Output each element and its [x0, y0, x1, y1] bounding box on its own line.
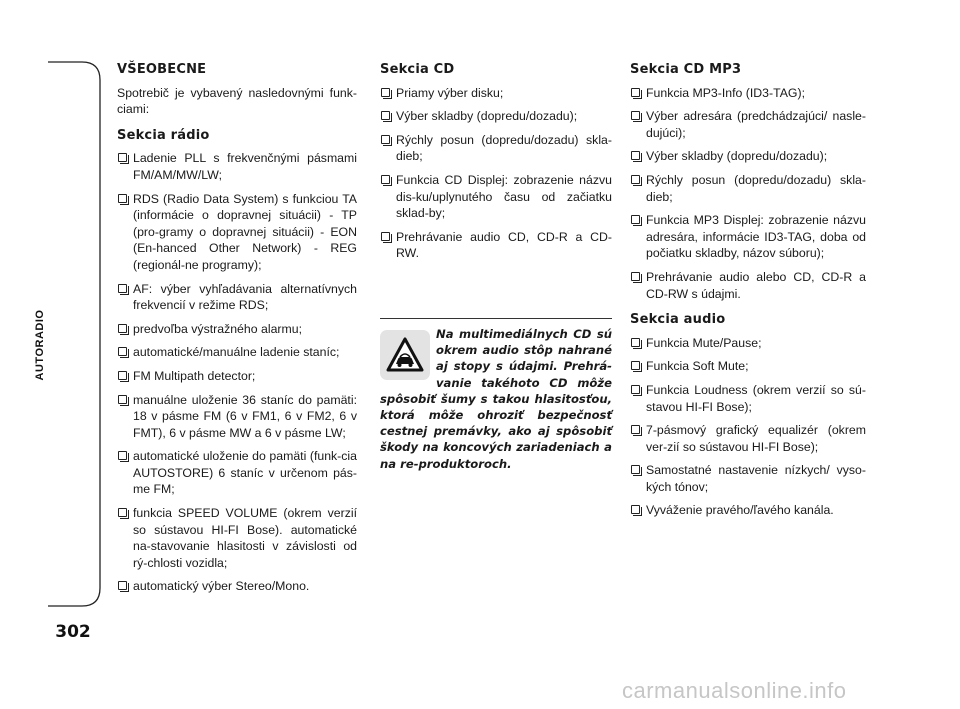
- list-item: funkcia SPEED VOLUME (okrem verzií so sústavou HI-FI Bose). automatické na-stavovanie hlasitosti v závislosti od rý-chlosti vozidla;: [117, 505, 357, 571]
- checkbox-bullet-icon: [631, 385, 640, 394]
- checkbox-bullet-icon: [118, 508, 127, 517]
- checkbox-bullet-icon: [631, 425, 640, 434]
- list-item: FM Multipath detector;: [117, 368, 357, 385]
- heading-general: VŠEOBECNE: [117, 62, 207, 77]
- list-item: Funkcia Mute/Pause;: [630, 335, 866, 352]
- list-item: Vyváženie pravého/ľavého kanála.: [630, 502, 866, 519]
- checkbox-bullet-icon: [631, 111, 640, 120]
- side-section-label: AUTORADIO: [34, 309, 46, 381]
- page-margin-line: [0, 0, 110, 709]
- cd-feature-list: [380, 85, 612, 262]
- checkbox-bullet-icon: [631, 338, 640, 347]
- checkbox-bullet-icon: [631, 215, 640, 224]
- checkbox-bullet-icon: [118, 324, 127, 333]
- audio-feature-list: [630, 335, 866, 519]
- warning-text: Na multimediálnych CD sú okrem audio stôp nahrané aj stopy s údajmi. Prehrá-vanie takéhoto CD môže spôsobiť šumy s takou hlasitosťou, ktorá môže ohroziť bezpečnosť cestnej premávky, ako aj spôsobiť škody na koncových zariadeniach a na re-produktoroch.: [380, 327, 612, 471]
- list-item: AF: výber vyhľadávania alternatívnych frekvencií v režime RDS;: [117, 281, 357, 314]
- list-item: Ladenie PLL s frekvenčnými pásmami FM/AM/MW/LW;: [117, 150, 357, 183]
- list-item: Funkcia Loudness (okrem verzií so sú-stavou HI-FI Bose);: [630, 382, 866, 415]
- list-item: Funkcia MP3 Displej: zobrazenie názvu adresára, informácie ID3-TAG, doba od počiatku skladby, názov súboru);: [630, 212, 866, 262]
- list-item: automatický výber Stereo/Mono.: [117, 578, 357, 595]
- checkbox-bullet-icon: [118, 153, 127, 162]
- checkbox-bullet-icon: [118, 284, 127, 293]
- list-item: Prehrávanie audio alebo CD, CD-R a CD-RW s údajmi.: [630, 269, 866, 302]
- section-title-cd: Sekcia CD: [380, 62, 455, 77]
- checkbox-bullet-icon: [631, 465, 640, 474]
- checkbox-bullet-icon: [381, 135, 390, 144]
- column-cd: [380, 62, 612, 269]
- list-item: RDS (Radio Data System) s funkciou TA (informácie o dopravnej situácii) - TP (pro-gramy o dopravnej situácii) - EON (En-hanced Other Network) - REG (regionál-ne programy);: [117, 191, 357, 274]
- list-item: Priamy výber disku;: [380, 85, 612, 102]
- checkbox-bullet-icon: [118, 451, 127, 460]
- intro-paragraph: Spotrebič je vybavený nasledovnými funk-ciami:: [117, 85, 357, 117]
- column-general: [117, 62, 357, 602]
- list-item: Funkcia CD Displej: zobrazenie názvu dis-ku/uplynutého času od začiatku sklad-by;: [380, 172, 612, 222]
- checkbox-bullet-icon: [381, 111, 390, 120]
- list-item: Funkcia Soft Mute;: [630, 358, 866, 375]
- radio-feature-list: [117, 150, 357, 595]
- list-item: manuálne uloženie 36 staníc do pamäti: 18 v pásme FM (6 v FM1, 6 v FM2, 6 v FMT), 6 v pásme MW a 6 v pásme LW;: [117, 392, 357, 442]
- mp3-feature-list: [630, 85, 866, 303]
- section-title-cd-mp3: Sekcia CD MP3: [630, 62, 742, 77]
- list-item: Rýchly posun (dopredu/dozadu) skla-dieb;: [380, 132, 612, 165]
- checkbox-bullet-icon: [631, 88, 640, 97]
- checkbox-bullet-icon: [631, 175, 640, 184]
- checkbox-bullet-icon: [118, 371, 127, 380]
- list-item: Výber skladby (dopredu/dozadu);: [380, 108, 612, 125]
- page-number: 302: [55, 622, 91, 642]
- list-item: automatické uloženie do pamäti (funk-cia AUTOSTORE) 6 staníc v určenom pás-me FM;: [117, 448, 357, 498]
- checkbox-bullet-icon: [631, 361, 640, 370]
- checkbox-bullet-icon: [381, 175, 390, 184]
- warning-divider: [380, 318, 612, 319]
- checkbox-bullet-icon: [631, 505, 640, 514]
- checkbox-bullet-icon: [631, 151, 640, 160]
- section-title-audio: Sekcia audio: [630, 312, 726, 328]
- section-title-radio: Sekcia rádio: [117, 127, 210, 143]
- watermark: carmanualsonline.info: [622, 678, 847, 703]
- checkbox-bullet-icon: [118, 395, 127, 404]
- checkbox-bullet-icon: [381, 232, 390, 241]
- list-item: Samostatné nastavenie nízkych/ vyso-kých tónov;: [630, 462, 866, 495]
- list-item: Funkcia MP3-Info (ID3-TAG);: [630, 85, 866, 102]
- checkbox-bullet-icon: [118, 347, 127, 356]
- list-item: Prehrávanie audio CD, CD-R a CD-RW.: [380, 229, 612, 262]
- list-item: Výber skladby (dopredu/dozadu);: [630, 148, 866, 165]
- list-item: 7-pásmový grafický equalizér (okrem ver-zií so sústavou HI-FI Bose);: [630, 422, 866, 455]
- list-item: predvoľba výstražného alarmu;: [117, 321, 357, 338]
- checkbox-bullet-icon: [118, 194, 127, 203]
- checkbox-bullet-icon: [381, 88, 390, 97]
- column-mp3-audio: [630, 62, 866, 526]
- checkbox-bullet-icon: [118, 581, 127, 590]
- list-item: Výber adresára (predchádzajúci/ nasle-dujúci);: [630, 108, 866, 141]
- checkbox-bullet-icon: [631, 272, 640, 281]
- list-item: Rýchly posun (dopredu/dozadu) skla-dieb;: [630, 172, 866, 205]
- list-item: automatické/manuálne ladenie staníc;: [117, 344, 357, 361]
